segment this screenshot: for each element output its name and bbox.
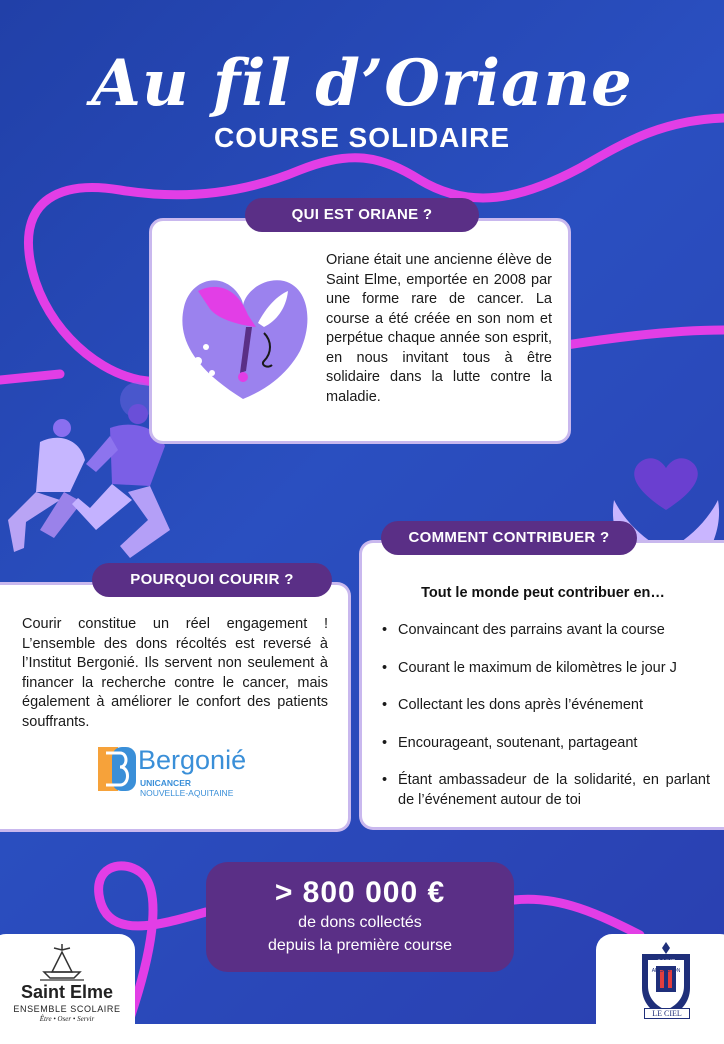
comment-intro: Tout le monde peut contribuer en… bbox=[421, 585, 665, 601]
bergonie-logo bbox=[98, 745, 258, 801]
qui-text: Oriane était une ancienne élève de Saint Elme, emportée en 2008 par une forme rare de cancer. La course a été créée en son nom et perpétue chaque année son esprit, en nous invitant tous à être solidaire dans la lutte contre la maladie. bbox=[326, 252, 552, 405]
bergonie-name: Bergonié bbox=[138, 745, 247, 775]
donations-stat-box bbox=[206, 862, 514, 972]
bergonie-line1: UNICANCER bbox=[140, 778, 191, 788]
school-name: Saint Elme bbox=[20, 982, 114, 1002]
list-item: • Convaincant des parrains avant la course bbox=[382, 621, 710, 641]
school-crest bbox=[596, 934, 724, 1044]
ship-lighthouse-icon bbox=[38, 942, 86, 982]
crest-top: SAINT bbox=[657, 960, 675, 966]
list-item: • Collectant les dons après l’événement bbox=[382, 696, 710, 716]
bergonie-mark-icon bbox=[98, 747, 138, 791]
butterfly-heart-logo-icon bbox=[168, 261, 318, 411]
comment-heading: COMMENT CONTRIBUER ? bbox=[381, 521, 637, 555]
comment-contribuer-card bbox=[359, 540, 724, 830]
pourquoi-heading: POURQUOI COURIR ? bbox=[92, 563, 332, 597]
crest-middle: ARCACHON bbox=[651, 968, 681, 974]
qui-heading: QUI EST ORIANE ? bbox=[245, 198, 479, 232]
list-item: • Courant le maximum de kilomètres le jour J bbox=[382, 659, 710, 679]
school-motto: Être • Oser • Servir bbox=[39, 1015, 95, 1023]
page-subtitle: COURSE SOLIDAIRE bbox=[213, 122, 511, 153]
school-tagline: ENSEMBLE SCOLAIRE bbox=[13, 1004, 121, 1014]
saint-elme-logo bbox=[0, 934, 135, 1044]
donations-amount: > 800 000 € bbox=[274, 876, 446, 909]
pourquoi-text: Courir constitue un réel engagement ! L’ensemble des dons récoltés est reversé à l’Institut Bergonié. Ils servent non seulement à financer la recherche contre le cancer, mais également à améliorer le confort des patients souffrants. bbox=[22, 616, 328, 730]
list-item: • Étant ambassadeur de la solidarité, en parlant de l’événement autour de toi bbox=[382, 771, 710, 810]
bergonie-line2: NOUVELLE-AQUITAINE bbox=[140, 788, 234, 798]
pourquoi-courir-card bbox=[0, 582, 351, 832]
page-title: Au fil d’Oriane bbox=[91, 46, 633, 121]
contribution-list bbox=[382, 621, 710, 810]
donations-line1: de dons collectés bbox=[298, 914, 422, 931]
crest-banner: LE CIEL bbox=[644, 1008, 690, 1019]
donations-line2: depuis la première course bbox=[267, 937, 453, 954]
qui-est-oriane-card bbox=[149, 218, 571, 444]
list-item: • Encourageant, soutenant, partageant bbox=[382, 734, 710, 754]
